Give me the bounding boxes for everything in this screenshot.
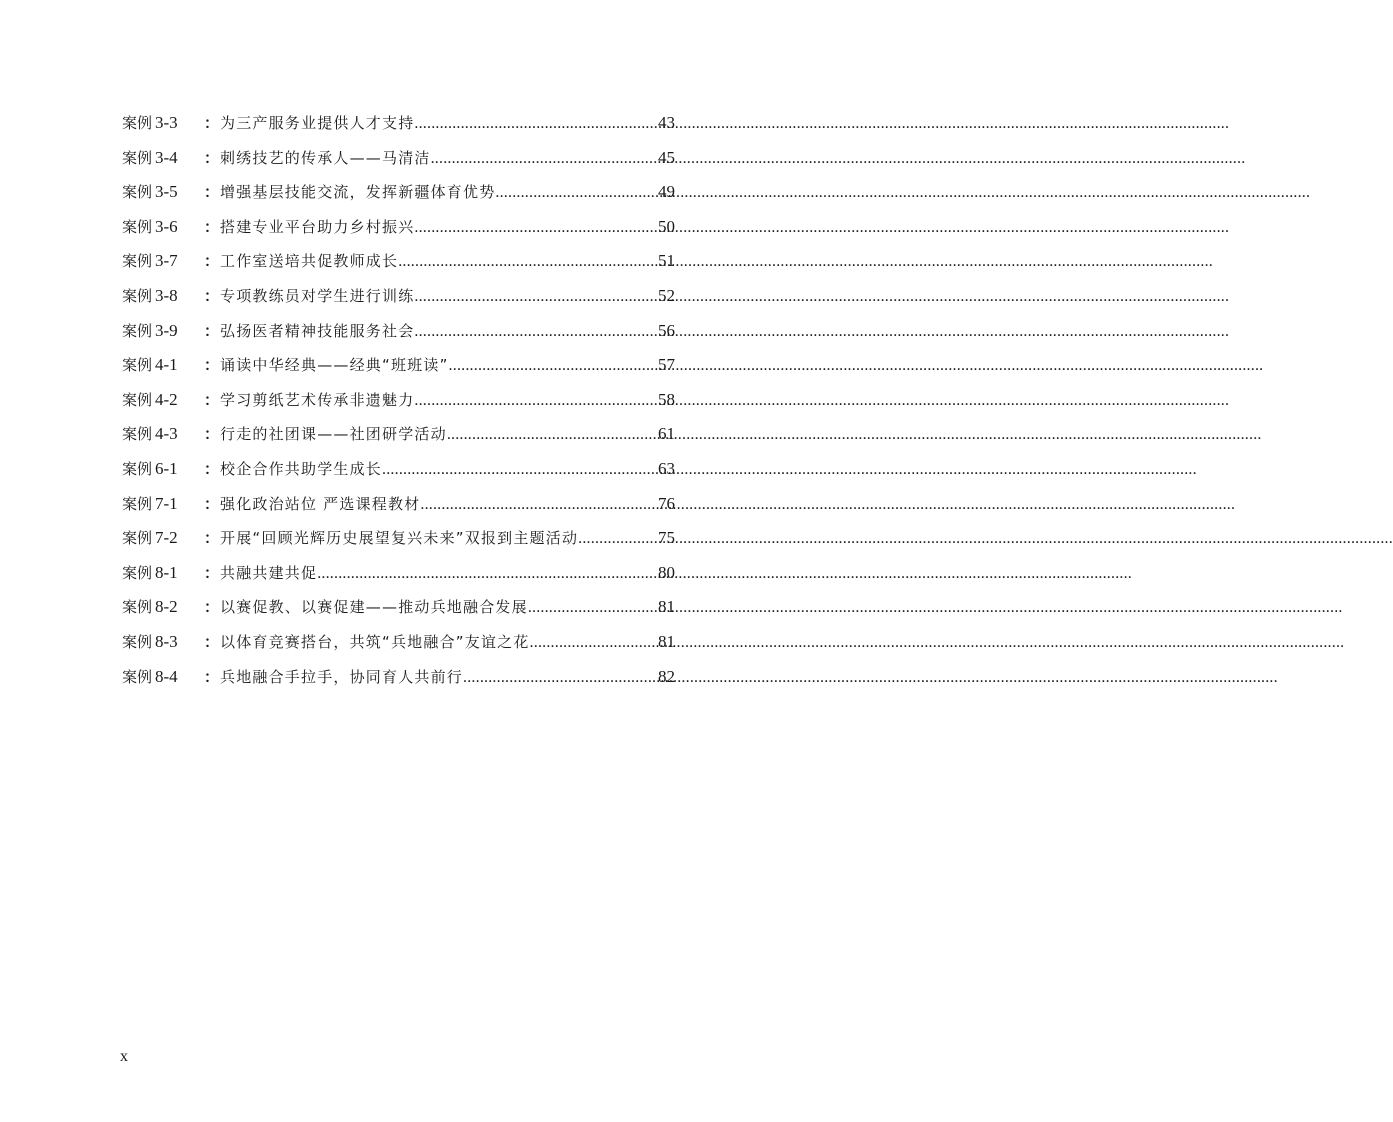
case-title: 专项教练员对学生进行训练	[220, 286, 415, 305]
case-page-number: 61	[658, 424, 675, 444]
case-number: 3-8	[155, 285, 178, 305]
case-title: 工作室送培共促教师成长	[220, 252, 399, 271]
case-label	[122, 210, 204, 245]
dot-leader	[495, 176, 657, 211]
case-number: 7-2	[155, 528, 178, 548]
dot-leader	[449, 349, 657, 384]
case-title: 学习剪纸艺术传承非遗魅力	[220, 390, 415, 409]
case-separator: ：	[204, 183, 220, 202]
case-separator: ：	[204, 252, 220, 271]
case-number: 8-1	[155, 562, 178, 582]
dot-leader	[414, 280, 657, 315]
case-separator: ：	[204, 667, 220, 686]
case-label	[122, 590, 204, 625]
case-label	[122, 279, 204, 314]
case-label	[122, 452, 204, 487]
case-label	[122, 348, 204, 383]
case-label	[122, 244, 204, 279]
case-number: 4-1	[155, 355, 178, 375]
table-of-contents	[122, 106, 675, 694]
case-prefix: 案例	[122, 667, 153, 686]
dot-leader	[382, 453, 657, 488]
case-title: 刺绣技艺的传承人——马清洁	[220, 148, 431, 167]
case-separator: ：	[204, 286, 220, 305]
dot-leader	[578, 522, 657, 557]
case-prefix: 案例	[122, 390, 153, 409]
case-label	[122, 106, 204, 141]
dot-leader	[414, 107, 657, 142]
case-page-number: 63	[658, 458, 675, 478]
toc-entry[interactable]	[122, 590, 675, 625]
toc-entry[interactable]	[122, 660, 675, 695]
case-page-number: 58	[658, 389, 675, 409]
case-number: 3-3	[155, 113, 178, 132]
case-title: 行走的社团课——社团研学活动	[220, 425, 447, 444]
case-page-number: 75	[658, 528, 675, 548]
case-title: 校企合作共助学生成长	[220, 459, 383, 478]
dot-leader	[398, 245, 657, 280]
case-prefix: 案例	[122, 563, 153, 582]
case-page-number: 82	[658, 666, 675, 686]
dot-leader	[447, 418, 657, 453]
dot-leader	[414, 211, 657, 246]
case-label	[122, 314, 204, 349]
case-page-number: 45	[658, 147, 675, 167]
case-number: 4-3	[155, 424, 178, 444]
case-number: 8-2	[155, 597, 178, 617]
case-label	[122, 383, 204, 418]
case-title: 弘扬医者精神技能服务社会	[220, 321, 415, 340]
case-number: 8-3	[155, 631, 178, 651]
toc-entry[interactable]	[122, 279, 675, 314]
case-label	[122, 141, 204, 176]
case-page-number: 80	[658, 562, 675, 582]
dot-leader	[414, 315, 657, 350]
toc-entry[interactable]	[122, 383, 675, 418]
toc-entry[interactable]	[122, 348, 675, 383]
case-prefix: 案例	[122, 459, 153, 478]
case-number: 8-4	[155, 666, 178, 686]
case-separator: ：	[204, 390, 220, 409]
case-title: 为三产服务业提供人才支持	[220, 114, 415, 132]
case-prefix: 案例	[122, 529, 153, 548]
case-number: 3-7	[155, 251, 178, 271]
dot-leader	[317, 557, 657, 592]
case-label	[122, 175, 204, 210]
case-page-number: 56	[658, 320, 675, 340]
toc-entry[interactable]	[122, 625, 675, 660]
case-separator: ：	[204, 494, 220, 513]
case-prefix: 案例	[122, 598, 153, 617]
case-separator: ：	[204, 529, 220, 548]
dot-leader	[528, 591, 657, 626]
toc-entry[interactable]	[122, 452, 675, 487]
dot-leader	[463, 661, 657, 696]
case-label	[122, 521, 204, 556]
case-prefix: 案例	[122, 356, 153, 375]
case-page-number: 49	[658, 182, 675, 202]
case-page-number: 51	[658, 251, 675, 271]
toc-entry[interactable]	[122, 314, 675, 349]
case-separator: ：	[204, 459, 220, 478]
case-title: 以赛促教、以赛促建——推动兵地融合发展	[220, 598, 528, 617]
case-prefix: 案例	[122, 148, 153, 167]
case-page-number: 76	[658, 493, 675, 513]
toc-entry[interactable]	[122, 417, 675, 452]
case-number: 3-4	[155, 147, 178, 167]
toc-entry[interactable]	[122, 106, 675, 141]
case-title: 诵读中华经典——经典“班班读”	[220, 356, 449, 375]
page-number: x	[120, 1048, 128, 1065]
case-separator: ：	[204, 632, 220, 651]
case-number: 7-1	[155, 493, 178, 513]
toc-entry[interactable]	[122, 521, 675, 556]
case-separator: ：	[204, 148, 220, 167]
case-separator: ：	[204, 217, 220, 236]
case-prefix: 案例	[122, 217, 153, 236]
toc-entry[interactable]	[122, 141, 675, 176]
case-page-number: 57	[658, 355, 675, 375]
case-separator: ：	[204, 563, 220, 582]
toc-entry[interactable]	[122, 244, 675, 279]
case-page-number: 43	[658, 113, 675, 132]
case-title: 以体育竞赛搭台，共筑“兵地融合”友谊之花	[220, 632, 530, 651]
case-title: 共融共建共促	[220, 563, 318, 582]
case-number: 3-9	[155, 320, 178, 340]
case-separator: ：	[204, 321, 220, 340]
case-title: 增强基层技能交流，发挥新疆体育优势	[220, 183, 496, 202]
case-page-number: 81	[658, 631, 675, 651]
case-prefix: 案例	[122, 183, 153, 202]
toc-entry[interactable]	[122, 487, 675, 522]
case-prefix: 案例	[122, 321, 153, 340]
dot-leader	[530, 626, 657, 661]
case-number: 3-6	[155, 216, 178, 236]
case-prefix: 案例	[122, 114, 153, 132]
toc-entry[interactable]	[122, 556, 675, 591]
case-separator: ：	[204, 114, 220, 132]
case-prefix: 案例	[122, 494, 153, 513]
case-prefix: 案例	[122, 425, 153, 444]
dot-leader	[431, 142, 657, 177]
case-label	[122, 660, 204, 695]
case-label	[122, 625, 204, 660]
case-title: 兵地融合手拉手，协同育人共前行	[220, 667, 464, 686]
case-label	[122, 417, 204, 452]
case-number: 6-1	[155, 458, 178, 478]
toc-entry[interactable]	[122, 210, 675, 245]
case-separator: ：	[204, 425, 220, 444]
case-separator: ：	[204, 356, 220, 375]
case-prefix: 案例	[122, 252, 153, 271]
case-label	[122, 487, 204, 522]
case-label	[122, 556, 204, 591]
case-page-number: 50	[658, 216, 675, 236]
case-separator: ：	[204, 598, 220, 617]
case-number: 3-5	[155, 182, 178, 202]
dot-leader	[414, 384, 657, 419]
case-page-number: 52	[658, 285, 675, 305]
case-title: 搭建专业平台助力乡村振兴	[220, 217, 415, 236]
dot-leader	[420, 488, 657, 523]
case-title: 强化政治站位 严选课程教材	[220, 494, 421, 513]
case-prefix: 案例	[122, 632, 153, 651]
case-number: 4-2	[155, 389, 178, 409]
toc-entry[interactable]	[122, 175, 675, 210]
case-page-number: 81	[658, 597, 675, 617]
case-title: 开展“回顾光辉历史展望复兴未来”双报到主题活动	[220, 529, 579, 548]
case-prefix: 案例	[122, 286, 153, 305]
